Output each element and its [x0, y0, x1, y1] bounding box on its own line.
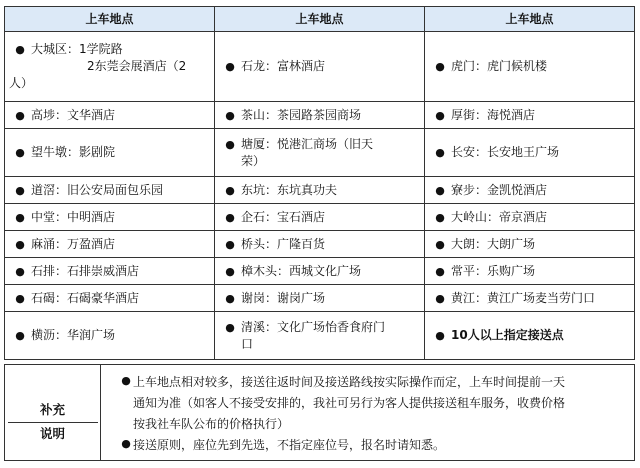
location-cell: ● 厚街：海悦酒店	[425, 102, 635, 129]
bullet-icon: ●	[121, 373, 131, 387]
bullet-icon: ●	[225, 137, 235, 151]
bullet-icon: ●	[15, 237, 25, 251]
location-line: 2东莞会展酒店（2	[87, 59, 187, 73]
table-row	[5, 312, 635, 360]
bullet-icon: ●	[15, 108, 25, 122]
bullet-icon: ●	[225, 320, 235, 334]
location-cell: ● 大城区：1学院路 2东莞会展酒店（2 人）	[5, 32, 215, 102]
bullet-icon: ●	[225, 291, 235, 305]
location-cell: ● 石排：石排崇威酒店	[5, 258, 215, 285]
table-row	[5, 285, 635, 312]
header-col-2: 上车地点	[215, 7, 425, 32]
bullet-icon: ●	[435, 329, 445, 342]
bullet-icon: ●	[435, 237, 445, 251]
location-cell: ● 谢岗：谢岗广场	[215, 285, 425, 312]
notes-row	[5, 365, 635, 461]
bullet-icon: ●	[15, 43, 25, 56]
location-cell: ● 黄江：黄江广场麦当劳门口	[425, 285, 635, 312]
table-row	[5, 177, 635, 204]
location-cell: ● 塘厦：悦港汇商场（旧天 荣）	[215, 129, 425, 177]
notes-content-cell	[101, 365, 635, 461]
location-line: 人）	[9, 76, 34, 90]
bullet-icon: ●	[15, 146, 25, 159]
location-cell: ● 横沥：华润广场	[5, 312, 215, 360]
bullet-icon: ●	[121, 436, 131, 450]
bullet-icon: ●	[225, 264, 235, 278]
note-item	[105, 435, 630, 456]
location-cell: ● 东坑：东坑真功夫	[215, 177, 425, 204]
note-line: 按我社车队公布的价格执行）	[133, 416, 290, 431]
notes-label-2: 说明	[39, 426, 65, 441]
bullet-icon: ●	[225, 237, 235, 251]
bullet-icon: ●	[435, 60, 445, 73]
note-line: 接送原则，座位先到先选，不指定座位号，报名时请知悉。	[133, 437, 446, 452]
bullet-icon: ●	[225, 108, 235, 122]
bullet-icon: ●	[225, 60, 235, 73]
header-col-1: 上车地点	[5, 7, 215, 32]
header-row	[5, 7, 635, 32]
note-line: 通知为准（如客人不接受安排的，我社可另行为客人提供接送租车服务，收费价格	[133, 395, 566, 410]
location-cell: ● 桥头：广隆百货	[215, 231, 425, 258]
table-row	[5, 258, 635, 285]
location-line: 口	[241, 336, 254, 351]
location-cell: ● 石龙：富林酒店	[215, 32, 425, 102]
location-cell: ● 大朗：大朗广场	[425, 231, 635, 258]
location-cell: ● 10人以上指定接送点	[425, 312, 635, 360]
location-cell: ● 望牛墩：影剧院	[5, 129, 215, 177]
location-cell: ● 长安：长安地王广场	[425, 129, 635, 177]
bullet-icon: ●	[225, 183, 235, 197]
notes-label-divider	[8, 422, 98, 423]
bullet-icon: ●	[435, 264, 445, 278]
pickup-location-table	[4, 6, 635, 360]
table-row	[5, 231, 635, 258]
note-line: 上车地点相对较多，接送往返时间及接送路线按实际操作而定，上车时间提前一天	[133, 374, 566, 389]
table-row	[5, 32, 635, 102]
table-row	[5, 129, 635, 177]
bullet-icon: ●	[15, 264, 25, 278]
location-cell: ● 企石：宝石酒店	[215, 204, 425, 231]
notes-label-cell	[5, 365, 101, 461]
bullet-icon: ●	[435, 183, 445, 197]
location-cell: ● 寮步：金凯悦酒店	[425, 177, 635, 204]
table-row	[5, 204, 635, 231]
location-cell: ● 虎门：虎门候机楼	[425, 32, 635, 102]
location-cell: ● 茶山：茶园路茶园商场	[215, 102, 425, 129]
location-cell: ● 高埗：文华酒店	[5, 102, 215, 129]
location-cell: ● 道滘：旧公安局面包乐园	[5, 177, 215, 204]
table-row	[5, 102, 635, 129]
location-cell: ● 中堂：中明酒店	[5, 204, 215, 231]
header-col-3: 上车地点	[425, 7, 635, 32]
bullet-icon: ●	[225, 210, 235, 224]
notes-table	[4, 364, 635, 461]
bullet-icon: ●	[435, 210, 445, 224]
location-cell: ● 清溪：文化广场怡香食府门 口	[215, 312, 425, 360]
bullet-icon: ●	[435, 108, 445, 122]
bullet-icon: ●	[15, 210, 25, 224]
location-cell: ● 石碣：石碣豪华酒店	[5, 285, 215, 312]
location-cell: ● 麻涌：万盈酒店	[5, 231, 215, 258]
bullet-icon: ●	[15, 329, 25, 342]
bullet-icon: ●	[435, 146, 445, 159]
bullet-icon: ●	[15, 183, 25, 197]
location-cell: ● 樟木头：西城文化广场	[215, 258, 425, 285]
notes-label-1: 补充	[39, 402, 65, 417]
location-cell: ● 大岭山：帝京酒店	[425, 204, 635, 231]
bullet-icon: ●	[435, 291, 445, 305]
location-cell: ● 常平：乐购广场	[425, 258, 635, 285]
bullet-icon: ●	[15, 291, 25, 305]
note-item	[105, 372, 630, 435]
location-line: 荣）	[241, 153, 266, 168]
